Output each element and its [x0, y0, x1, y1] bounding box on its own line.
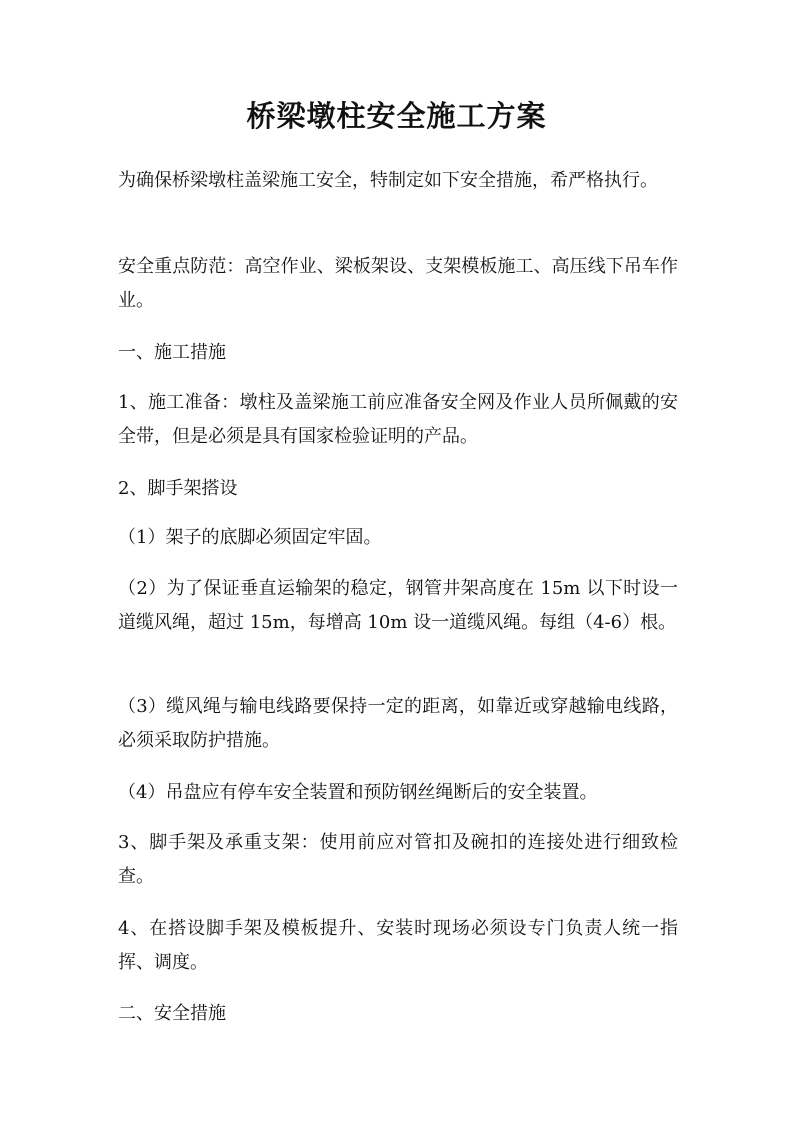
- sub-item-1: （1）架子的底脚必须固定牢固。: [118, 527, 382, 548]
- sub-item-4: （4）吊盘应有停车安全装置和预防钢丝绳断后的安全装置。: [118, 782, 598, 803]
- section-heading-safety-measures: 二、安全措施: [118, 1003, 226, 1024]
- sub-item-2: （2）为了保证垂直运输架的稳定，钢管井架高度在 15m 以下时设一道缆风绳，超过 15m，每增高 10m 设一道缆风绳。每组（4-6）根。: [118, 578, 678, 633]
- section-heading-construction-measures: 一、施工措施: [118, 342, 226, 363]
- intro-paragraph: 为确保桥梁墩柱盖梁施工安全，特制定如下安全措施，希严格执行。: [118, 170, 658, 191]
- safety-focus-paragraph: 安全重点防范：高空作业、梁板架设、支架模板施工、高压线下吊车作业。: [118, 256, 678, 311]
- item-1-preparation: 1、施工准备：墩柱及盖梁施工前应准备安全网及作业人员所佩戴的安全带，但是必须是具有国家检验证明的产品。: [118, 392, 678, 447]
- item-3-support-check: 3、脚手架及承重支架：使用前应对管扣及碗扣的连接处进行细致检查。: [118, 832, 678, 887]
- sub-item-3: （3）缆风绳与输电线路要保持一定的距离，如靠近或穿越输电线路，必须采取防护措施。: [118, 696, 678, 751]
- item-2-scaffold-heading: 2、脚手架搭设: [118, 478, 238, 499]
- item-4-supervision: 4、在搭设脚手架及模板提升、安装时现场必须设专门负责人统一指挥、调度。: [118, 918, 678, 973]
- document-title: 桥梁墩柱安全施工方案: [246, 99, 547, 133]
